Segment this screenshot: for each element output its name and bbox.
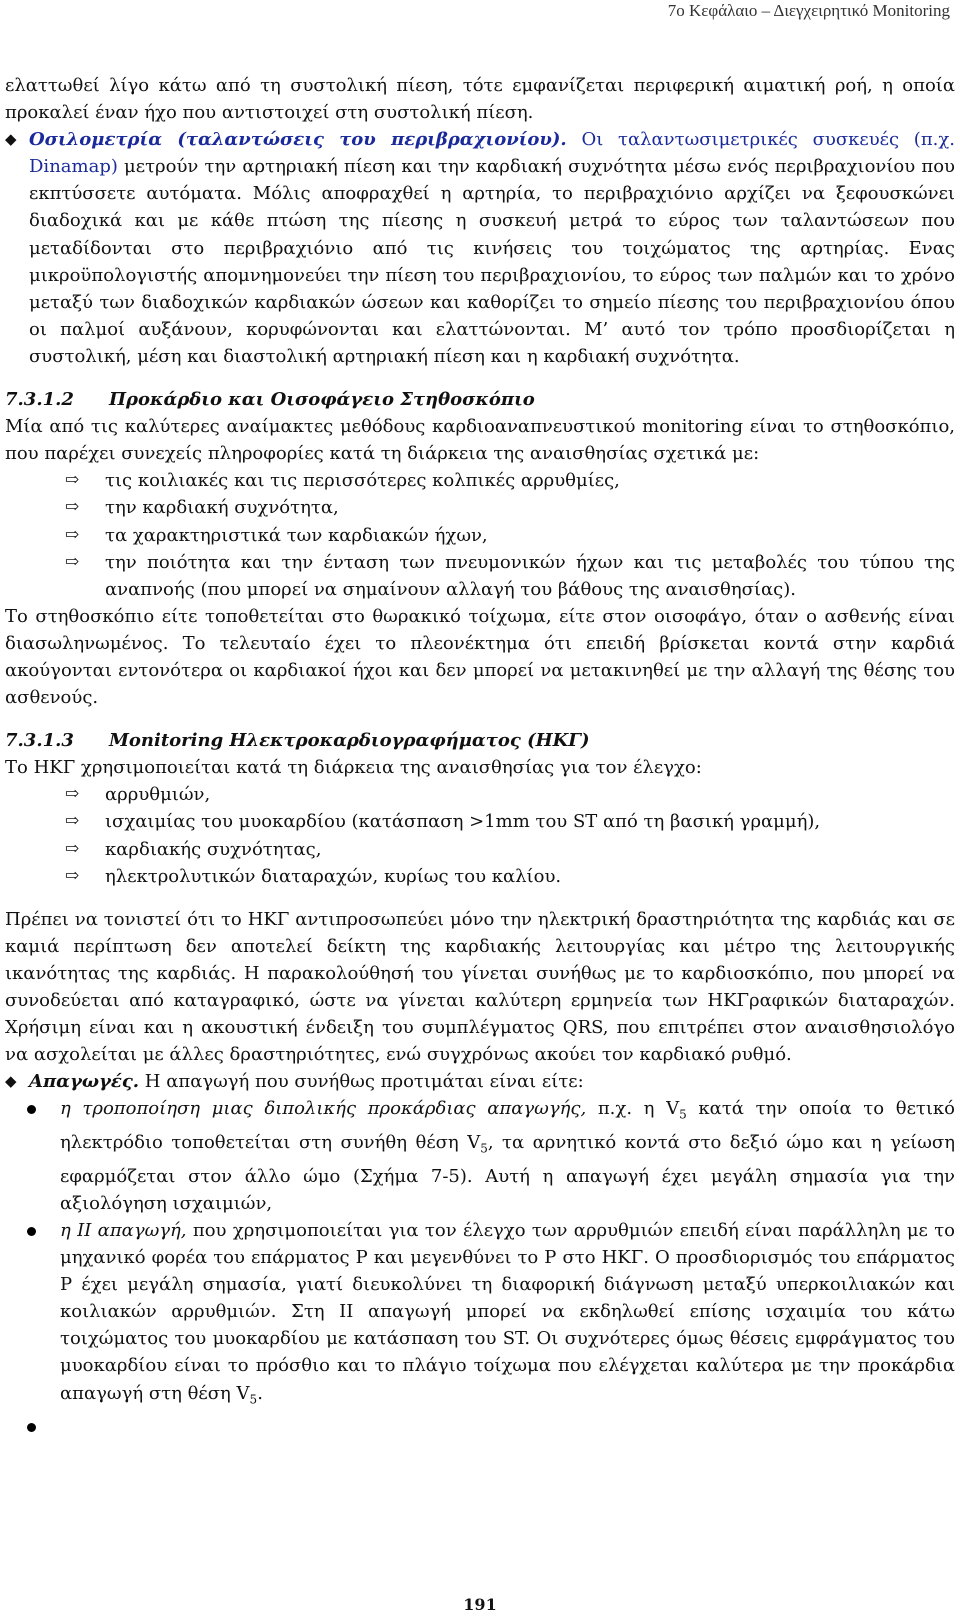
ecg-list <box>5 781 955 889</box>
stethoscope-list <box>5 467 955 602</box>
spacer <box>5 711 955 727</box>
leads-list <box>5 1095 955 1440</box>
list-item: ⇨ την καρδιακή συχνότητα, <box>5 494 955 521</box>
section-heading-7-3-1-3 <box>5 727 955 754</box>
list-item: ⇨ την ποιότητα και την ένταση των πνευμονικών ήχων και τις μεταβολές του τύπου της αναπνοής (που μπορεί να σημαίνουν αλλαγή του βάθους της αναισθησίας). <box>5 549 955 603</box>
oscillometry-paragraph <box>5 126 955 370</box>
spacer <box>5 890 955 906</box>
ecg-note: Πρέπει να τονιστεί ότι το ΗΚΓ αντιπροσωπεύει μόνο την ηλεκτρική δραστηριότητα της καρδιάς και σε καμιά περίπτωση δεν αποτελεί δείκτη της καρδιακής λειτουργίας και μέτρο της λειτουργικής ικανότητας της καρδιάς. Η παρακολούθησή του γίνεται συνήθως με το καρδιοσκόπιο, που μπορεί να συνοδεύεται από καταγραφικό, ώστε να γίνεται καλύτερη ερμηνεία των ΗΚΓραφικών διαταραχών. Χρήσιμη είναι και η ακουστική ένδειξη του συμπλέγματος QRS, που επιτρέπει στον αναισθησιολόγο να ασχολείται με άλλες δραστηριότητες, ενώ συγχρόνως ακούει τον καρδιακό ρυθμό. <box>5 908 955 1066</box>
arrow-right-icon: ⇨ <box>65 811 80 832</box>
diamond-bullet-icon: ◆ <box>5 130 17 149</box>
section-title: Monitoring Ηλεκτροκαρδιογραφήματος (ΗΚΓ) <box>109 730 590 752</box>
arrow-right-icon: ⇨ <box>65 524 80 545</box>
list-item: ⇨ ισχαιμίας του μυοκαρδίου (κατάσπαση >1mm του ST από τη βασική γραμμή), <box>5 808 955 835</box>
arrow-right-icon: ⇨ <box>65 838 80 859</box>
section-number: 7.3.1.2 <box>5 389 74 411</box>
paragraph-continuation: ελαττωθεί λίγο κάτω από τη συστολική πίεση, τότε εμφανίζεται περιφερική αιματική ροή, η οποία προκαλεί έναν ήχο που αντιστοιχεί στη συστολική πίεση. <box>5 75 955 124</box>
section-number: 7.3.1.3 <box>5 730 74 752</box>
list-item: ⇨ ηλεκτρολυτικών διαταραχών, κυρίως του καλίου. <box>5 863 955 890</box>
bullet-dot-icon <box>27 1423 36 1432</box>
section-title: Προκάρδιο και Οισοφάγειο Στηθοσκόπιο <box>109 389 535 411</box>
list-item: ⇨ καρδιακής συχνότητας, <box>5 836 955 863</box>
list-item: η ΙΙ απαγωγή, που χρησιμοποιείται για τον έλεγχο των αρρυθμιών επειδή είναι παράλληλη με το μηχανικό φορέα του επάρματος Ρ και μεγενθύνει το Ρ στο ΗΚΓ. Ο προσδιορισμός του επάρματος Ρ έχει μεγάλη σημασία, γιατί διευκολύνει τη διαφορική διάγνωση μεταξύ υπερκοιλιακών και κοιλιακών αρρυθμιών. Στη ΙΙ απαγωγή μπορεί να εκδηλωθεί επίσης ισχαιμία του κάτω τοιχώματος του μυοκαρδίου με κατάσπαση του ST. Οι συχνότερες όμως θέσεις εμφράγματος του μυοκαρδίου είναι το πρόσθιο και το πλάγιο τοίχωμα που ελέγχεται καλύτερα με την προκάρδια απαγωγή στη θέση $V_5$. <box>5 1217 955 1413</box>
running-header: 7ο Κεφάλαιο – Διεγχειρητικό Monitoring <box>667 1 950 20</box>
spacer <box>5 370 955 386</box>
list-item: η τροποποίηση μιας διπολικής προκάρδιας απαγωγής, π.χ. η $V_5$ κατά την οποία το θετικό ηλεκτρόδιο τοποθετείται στη συνήθη θέση $V_5$, τα αρνητικό κοντά στο δεξιό ώμο και η γείωση εφαρμόζεται στον άλλο ώμο (Σχήμα 7-5). Αυτή η απαγωγή έχει μεγάλη σημασία για την αξιολόγηση ισχαιμιών, <box>5 1095 955 1217</box>
arrow-right-icon: ⇨ <box>65 470 80 491</box>
list-item: ⇨ τα χαρακτηριστικά των καρδιακών ήχων, <box>5 522 955 549</box>
page-content <box>5 72 955 1440</box>
leads-label: Απαγωγές. <box>29 1071 140 1093</box>
leads-paragraph <box>5 1068 955 1095</box>
list-item-empty <box>5 1413 955 1440</box>
bullet-dot-icon <box>27 1227 36 1236</box>
arrow-right-icon: ⇨ <box>65 784 80 805</box>
diamond-bullet-icon: ◆ <box>5 1072 17 1091</box>
list-item: ⇨ τις κοιλιακές και τις περισσότερες κολπικές αρρυθμίες, <box>5 467 955 494</box>
arrow-right-icon: ⇨ <box>65 865 80 886</box>
oscillometry-intro: Οι ταλαντωσιμετρικές συσκευές (π.χ. Dinamap) <box>29 129 955 178</box>
section-heading-7-3-1-2 <box>5 386 955 413</box>
stethoscope-intro: Μία από τις καλύτερες αναίμακτες μεθόδους καρδιοαναπνευστικού monitoring είναι το στηθοσκόπιο, που παρέχει συνεχείς πληροφορίες κατά τη διάρκεια της αναισθησίας σχετικά με: <box>5 416 955 465</box>
stethoscope-placement: Το στηθοσκόπιο είτε τοποθετείται στο θωρακικό τοίχωμα, είτε στον οισοφάγο, όταν ο ασθενής είναι διασωληνωμένος. Το τελευταίο έχει το πλεονέκτημα ότι επειδή βρίσκεται κοντά στην καρδιά ακούγονται εντονότερα οι καρδιακοί ήχοι και δεν μπορεί να μετακινηθεί με την αλλαγή της θέσης του ασθενούς. <box>5 605 955 709</box>
oscillometry-text: μετρούν την αρτηριακή πίεση και την καρδιακή συχνότητα μέσω ενός περιβραχιονίου που εκπτύσσετε αυτόματα. Μόλις αποφραχθεί η αρτηρία, το περιβραχιόνιο αρχίζει να ξεφουσκώνει διαδοχικά και με κάθε πτώση της πίεσης η συσκευή μετρά το εύρος των ταλαντώσεων που μεταδίδονται στο περιβραχιόνιο από τις κινήσεις του τοιχώματος της αρτηρίας. Ενας μικροϋπολογιστής απομνημονεύει την πίεση του περιβραχιονίου, το εύρος των παλμών και το χρόνο μεταξύ των διαδοχικών καρδιακών ώσεων και καθορίζει το σημείο πίεσης του περιβραχιονίου όπου οι παλμοί αυξάνουν, κορυφώνονται και ελαττώνονται. Μ’ αυτό τον τρόπο προσδιορίζεται η συστολική, μέση και διαστολική αρτηριακή πίεση και η καρδιακή συχνότητα. <box>29 156 955 367</box>
leads-text: Η απαγωγή που συνήθως προτιμάται είναι είτε: <box>139 1071 584 1093</box>
bullet-dot-icon <box>27 1105 36 1114</box>
arrow-right-icon: ⇨ <box>65 551 80 572</box>
page-number: 191 <box>463 1595 497 1614</box>
oscillometry-title: Οσιλομετρία (ταλαντώσεις του περιβραχιονίου). <box>29 129 567 151</box>
list-item: ⇨ αρρυθμιών, <box>5 781 955 808</box>
arrow-right-icon: ⇨ <box>65 497 80 518</box>
ecg-intro: Το ΗΚΓ χρησιμοποιείται κατά τη διάρκεια της αναισθησίας για τον έλεγχο: <box>5 757 702 779</box>
